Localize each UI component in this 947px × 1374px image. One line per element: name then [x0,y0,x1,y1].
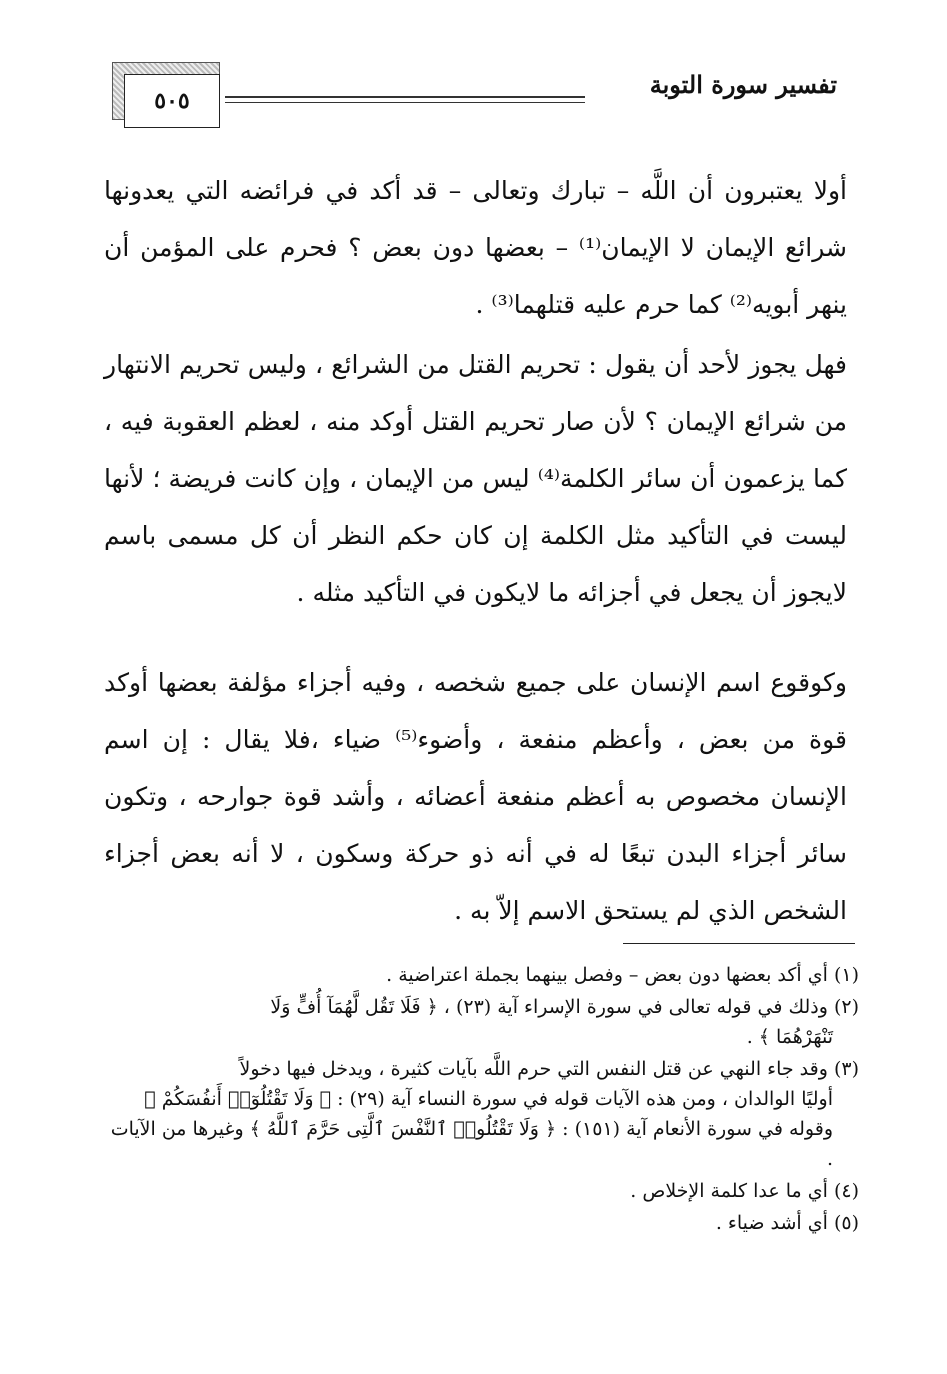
paragraph [104,162,847,333]
footnote-separator [623,943,855,944]
footnote-number: (٣) [833,1058,859,1080]
footnote-number: (٢) [833,996,859,1018]
footnote-number: (١) [833,964,859,986]
footnote-continuation: أوليًا الوالدان ، ومن هذه الآيات قوله في سورة النساء آية (٢٩) : ﴿ وَلَا تَقْتُلُوٓا۟ أَنفُسَكُمْ ﴾ وقوله في سورة الأنعام آية (١٥١) : ﴿ وَلَا تَقْتُلُوا۟ ٱلنَّفْسَ ٱلَّتِى حَرَّمَ ٱللَّهُ ﴾ وغيرها من الآيات . [110,1088,833,1170]
footnotes [100,960,859,1238]
footnote-text: وذلك في قوله تعالى في سورة الإسراء آية (٢٣) ، ﴿ فَلَا تَقُل لَّهُمَآ أُفٍّ وَلَا [270,996,828,1018]
footnote-number: (٤) [833,1180,859,1202]
header-rule [225,102,585,103]
footnote [100,1176,859,1206]
footnote-text: أي ما عدا كلمة الإخلاص . [630,1180,828,1202]
footnote-text: وقد جاء النهي عن قتل النفس التي حرم اللَّه بآيات كثيرة ، ويدخل فيها دخولاً [239,1058,828,1080]
paragraph-text: وكوقوع اسم الإنسان على جميع شخصه ، وفيه أجزاء مؤلفة بعضها أوكد قوة من بعض ، وأعظم منفعة ، وأضوء⁽⁵⁾ ضياء ،فلا يقال : إن اسم الإنسان مخصوص به أعظم منفعة أعضائه ، وأشد قوة جوارحه ، وتكون سائر أجزاء البدن تبعًا له في أنه ذو حركة وسكون ، لا أنه بعض أجزاء الشخص الذي لم يستحق الاسم إلاّ به . [104,668,848,925]
paragraph [104,336,847,621]
footnote-number: (٥) [833,1212,859,1234]
paragraph-text: أولا يعتبرون أن اللَّه – تبارك وتعالى – قد أكد في فرائضه التي يعدونها شرائع الإيمان لا الإيمان⁽¹⁾ – بعضها دون بعض ؟ فحرم على المؤمن أن ينهر أبويه⁽²⁾ كما حرم عليه قتلهما⁽³⁾ . [104,176,847,319]
paragraph [104,654,847,939]
footnote-text: أي أشد ضياء . [715,1212,828,1234]
running-header-title: تفسير سورة التوبة [649,70,837,99]
footnote [100,992,859,1052]
footnote-text: أي أكد بعضها دون بعض – وفصل بينهما بجملة اعتراضية . [386,964,828,986]
footnote [100,1054,859,1174]
footnote-continuation: تَنْهَرْهُمَا ﴾ . [746,1026,833,1048]
paragraph-text: فهل يجوز لأحد أن يقول : تحريم القتل من الشرائع ، وليس تحريم الانتهار من شرائع الإيمان ؟ لأن صار تحريم القتل أوكد منه ، لعظم العقوبة فيه ، كما يزعمون أن سائر الكلمة⁽⁴⁾ ليس من الإيمان ، وإن كانت فريضة ؛ لأنها ليست في التأكيد مثل الكلمة إن كان حكم النظر أن كل مسمى باسم لايجوز أن يجعل في أجزائه ما لايكون في التأكيد مثله . [104,350,847,607]
footnote [100,1208,859,1238]
page-number: ٥٠٥ [124,74,220,128]
header-rule [225,96,585,98]
footnote [100,960,859,990]
